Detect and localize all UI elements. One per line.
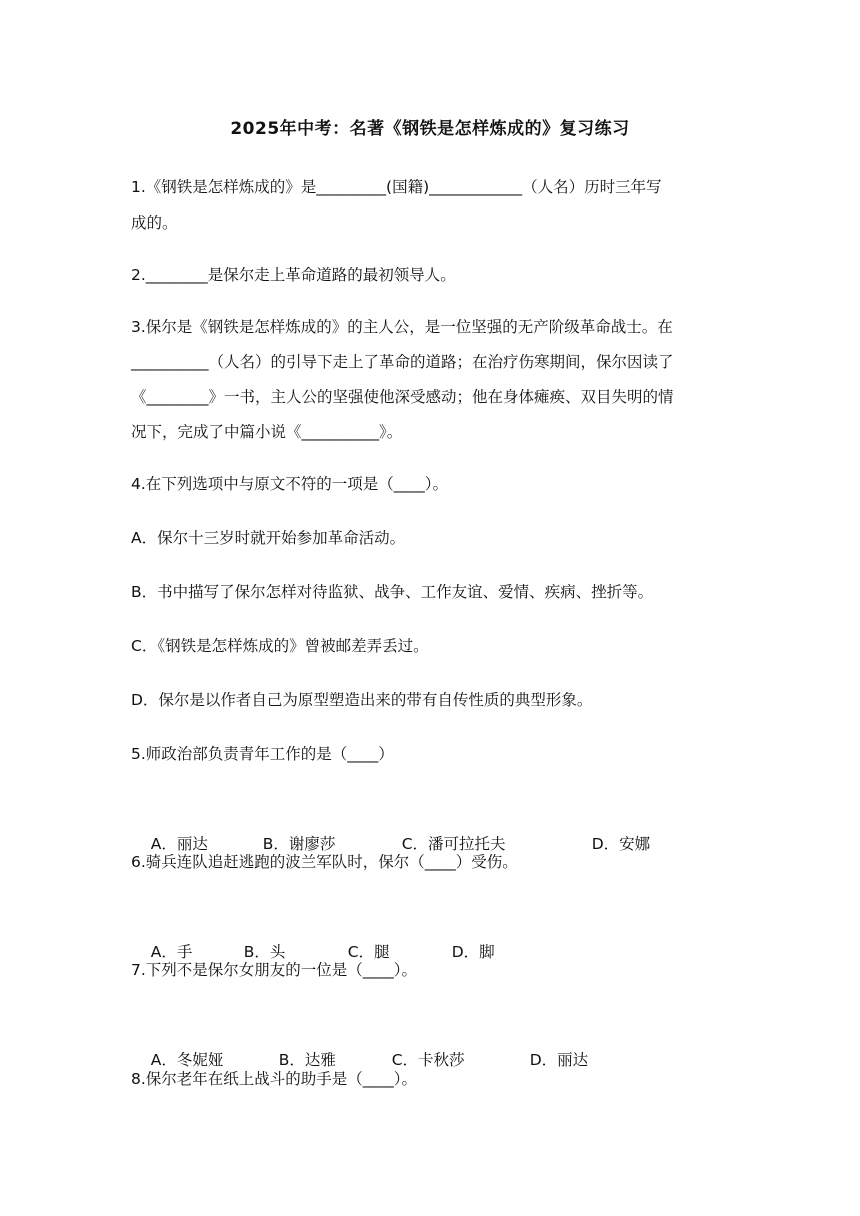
question-1-line-1: 1.《钢铁是怎样炼成的》是_________(国籍)____________（人名）历时三年写 (131, 178, 662, 196)
question-6-option-c: C．腿 (347, 943, 390, 961)
question-7-options (131, 1006, 588, 1114)
question-5-option-d: D．安娜 (591, 835, 651, 853)
question-3-line-3: 《________》一书，主人公的坚强使他深受感动；他在身体瘫痪、双目失明的情 (131, 388, 674, 406)
question-3-line-2: __________（人名）的引导下走上了革命的道路；在治疗伤寒期间，保尔因读了 (131, 353, 674, 371)
question-7-option-a: A．冬妮娅 (150, 1051, 224, 1069)
question-6-option-a: A．手 (150, 943, 193, 961)
question-7-option-c: C．卡秋莎 (391, 1051, 465, 1069)
question-3-line-4: 况下，完成了中篇小说《__________》。 (131, 423, 403, 441)
question-4-option-b: B．书中描写了保尔怎样对待监狱、战争、工作友谊、爱情、疾病、挫折等。 (131, 583, 654, 601)
question-1-line-2: 成的。 (131, 214, 178, 232)
question-5-option-a: A．丽达 (150, 835, 208, 853)
question-4-option-d: D．保尔是以作者自己为原型塑造出来的带有自传性质的典型形象。 (131, 691, 593, 709)
question-4-option-c: C．《钢铁是怎样炼成的》曾被邮差弄丢过。 (131, 637, 429, 655)
question-8-stem: 8.保尔老年在纸上战斗的助手是（____）。 (131, 1070, 418, 1088)
question-6-option-b: B．头 (243, 943, 286, 961)
question-4-option-a: A．保尔十三岁时就开始参加革命活动。 (131, 529, 406, 547)
question-7-option-d: D．丽达 (529, 1051, 589, 1069)
page-title: 2025年中考：名著《钢铁是怎样炼成的》复习练习 (230, 119, 630, 139)
question-7-option-b: B．达雅 (278, 1051, 336, 1069)
question-2-line-1: 2.________是保尔走上革命道路的最初领导人。 (131, 266, 456, 284)
question-3-line-1: 3.保尔是《钢铁是怎样炼成的》的主人公，是一位坚强的无产阶级革命战士。在 (131, 318, 673, 336)
question-5-stem: 5.师政治部负责青年工作的是（____） (131, 745, 394, 763)
question-6-option-d: D．脚 (451, 943, 495, 961)
question-7-stem: 7.下列不是保尔女朋友的一位是（____）。 (131, 961, 418, 979)
question-4-stem: 4.在下列选项中与原文不符的一项是（____）。 (131, 475, 449, 493)
question-5-option-c: C．潘可拉托夫 (401, 835, 506, 853)
question-6-stem: 6.骑兵连队追赶逃跑的波兰军队时，保尔（____）受伤。 (131, 853, 518, 871)
question-5-option-b: B．谢廖莎 (262, 835, 336, 853)
